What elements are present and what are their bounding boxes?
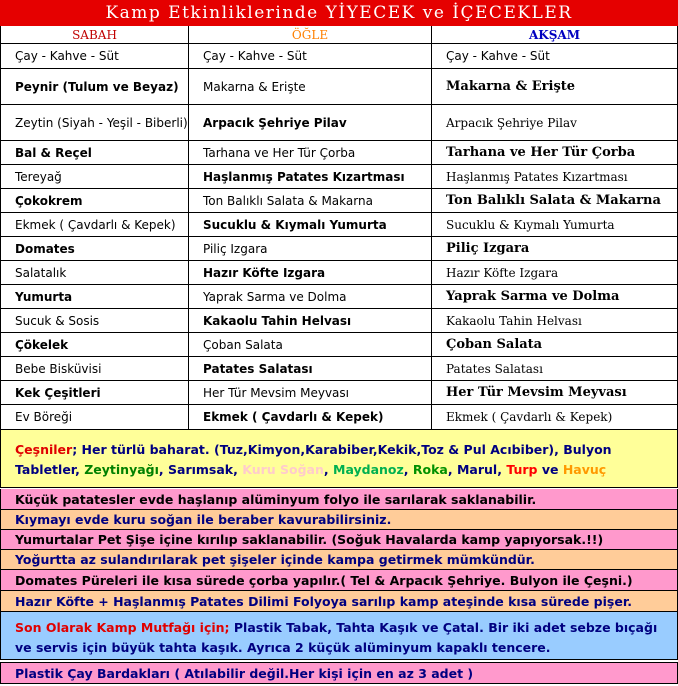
kitchen-text: Plastik Tabak, Tahta Kaşık ve Çatal. Bir iki adet sebze bıçağı: [229, 620, 658, 635]
evening-cell: Patates Salatası: [432, 357, 678, 380]
morning-cell: Salatalık: [0, 261, 189, 284]
noon-cell: Ekmek ( Çavdarlı & Kepek): [189, 405, 432, 429]
separator: ,: [497, 462, 507, 477]
evening-cell: Ton Balıklı Salata & Makarna: [432, 189, 678, 212]
header-morning: SABAH: [0, 26, 189, 44]
note-2: Kıymayı evde kuru soğan ile beraber kavurabilirsiniz.: [0, 510, 678, 530]
morning-cell: Kek Çeşitleri: [0, 381, 189, 404]
morning-cell: Tereyağ: [0, 165, 189, 188]
noon-cell: Ton Balıklı Salata & Makarna: [189, 189, 432, 212]
note-4: Yoğurtta az sulandırılarak pet şişeler içinde kampa getirmek mümkündür.: [0, 550, 678, 570]
olive-oil: Zeytinyağı: [84, 462, 159, 477]
table-row: [0, 189, 678, 213]
evening-cell: Kakaolu Tahin Helvası: [432, 309, 678, 332]
table-row: [0, 69, 678, 105]
noon-cell: Çay - Kahve - Süt: [189, 44, 432, 68]
noon-cell: Patates Salatası: [189, 357, 432, 380]
garlic: Sarımsak: [168, 462, 234, 477]
noon-cell: Makarna & Erişte: [189, 69, 432, 104]
table-row: [0, 405, 678, 430]
radish: Turp: [506, 462, 538, 477]
separator: ve: [537, 462, 563, 477]
evening-cell: Arpacık Şehriye Pilav: [432, 105, 678, 140]
evening-cell: Tarhana ve Her Tür Çorba: [432, 141, 678, 164]
arugula: Roka: [412, 462, 448, 477]
noon-cell: Kakaolu Tahin Helvası: [189, 309, 432, 332]
note-1: Küçük patatesler evde haşlanıp alüminyum folyo ile sarılarak saklanabilir.: [0, 489, 678, 510]
table-row: [0, 44, 678, 69]
noon-cell: Tarhana ve Her Tür Çorba: [189, 141, 432, 164]
evening-cell: Çay - Kahve - Süt: [432, 44, 678, 68]
morning-cell: Çökelek: [0, 333, 189, 356]
note-5: Domates Püreleri ile kısa sürede çorba yapılır.( Tel & Arpacık Şehriye. Bulyon ile Çeşni.): [0, 570, 678, 591]
parsley: Maydanoz: [333, 462, 404, 477]
evening-cell: Hazır Köfte Izgara: [432, 261, 678, 284]
table-row: [0, 285, 678, 309]
evening-cell: Haşlanmış Patates Kızartması: [432, 165, 678, 188]
table-row: [0, 213, 678, 237]
table-row: [0, 309, 678, 333]
morning-cell: Ekmek ( Çavdarlı & Kepek): [0, 213, 189, 236]
morning-cell: Bal & Reçel: [0, 141, 189, 164]
page-title: Kamp Etkinliklerinde YİYECEK ve İÇECEKLER: [0, 0, 678, 26]
evening-cell: Sucuklu & Kıymalı Yumurta: [432, 213, 678, 236]
header-evening: AKŞAM: [432, 26, 678, 44]
evening-cell: Ekmek ( Çavdarlı & Kepek): [432, 405, 678, 429]
morning-cell: Peynir (Tulum ve Beyaz): [0, 69, 189, 104]
separator: ,: [233, 462, 243, 477]
noon-cell: Haşlanmış Patates Kızartması: [189, 165, 432, 188]
noon-cell: Yaprak Sarma ve Dolma: [189, 285, 432, 308]
table-row: [0, 333, 678, 357]
morning-cell: Sucuk & Sosis: [0, 309, 189, 332]
evening-cell: Yaprak Sarma ve Dolma: [432, 285, 678, 308]
evening-cell: Piliç Izgara: [432, 237, 678, 260]
table-row: [0, 381, 678, 405]
header-noon: ÖĞLE: [189, 26, 432, 44]
table-row: [0, 165, 678, 189]
cups-note: Plastik Çay Bardakları ( Atılabilir değil.Her kişi için en az 3 adet ): [0, 662, 678, 684]
morning-cell: Yumurta: [0, 285, 189, 308]
table-row: [0, 141, 678, 165]
noon-cell: Her Tür Mevsim Meyvası: [189, 381, 432, 404]
condiments-text: ; Her türlü baharat. (Tuz,Kimyon,Karabiber,Kekik,Toz & Pul Acıbiber), Bulyon: [72, 442, 612, 457]
noon-cell: Çoban Salata: [189, 333, 432, 356]
table-row: [0, 357, 678, 381]
food-table: [0, 44, 678, 430]
kitchen-label: Son Olarak Kamp Mutfağı için;: [15, 620, 230, 635]
condiments-box: [0, 430, 678, 488]
separator: ,: [158, 462, 169, 477]
noon-cell: Hazır Köfte Izgara: [189, 261, 432, 284]
separator: ,: [323, 462, 333, 477]
morning-cell: Domates: [0, 237, 189, 260]
table-row: [0, 237, 678, 261]
morning-cell: Çay - Kahve - Süt: [0, 44, 189, 68]
lettuce: Marul: [456, 462, 498, 477]
evening-cell: Çoban Salata: [432, 333, 678, 356]
kitchen-box: [0, 612, 678, 660]
carrot: Havuç: [562, 462, 607, 477]
noon-cell: Sucuklu & Kıymalı Yumurta: [189, 213, 432, 236]
note-3: Yumurtalar Pet Şişe içine kırılıp saklanabilir. (Soğuk Havalarda kamp yapıyorsak.!!): [0, 530, 678, 550]
onion: Kuru Soğan: [242, 462, 324, 477]
noon-cell: Arpacık Şehriye Pilav: [189, 105, 432, 140]
condiments-label: Çeşniler: [15, 442, 73, 457]
separator: ,: [447, 462, 457, 477]
evening-cell: Makarna & Erişte: [432, 69, 678, 104]
table-row: [0, 261, 678, 285]
table-row: [0, 105, 678, 141]
morning-cell: Zeytin (Siyah - Yeşil - Biberli): [0, 105, 189, 140]
morning-cell: Çokokrem: [0, 189, 189, 212]
condiments-text-2: Tabletler,: [15, 462, 85, 477]
separator: ,: [403, 462, 413, 477]
note-6: Hazır Köfte + Haşlanmış Patates Dilimi Folyoya sarılıp kamp ateşinde kısa sürede pişer.: [0, 591, 678, 612]
noon-cell: Piliç Izgara: [189, 237, 432, 260]
morning-cell: Ev Böreği: [0, 405, 189, 429]
evening-cell: Her Tür Mevsim Meyvası: [432, 381, 678, 404]
kitchen-text-2: ve servis için büyük tahta kaşık. Ayrıca 2 küçük alüminyum kapaklı tencere.: [15, 640, 551, 655]
morning-cell: Bebe Bisküvisi: [0, 357, 189, 380]
